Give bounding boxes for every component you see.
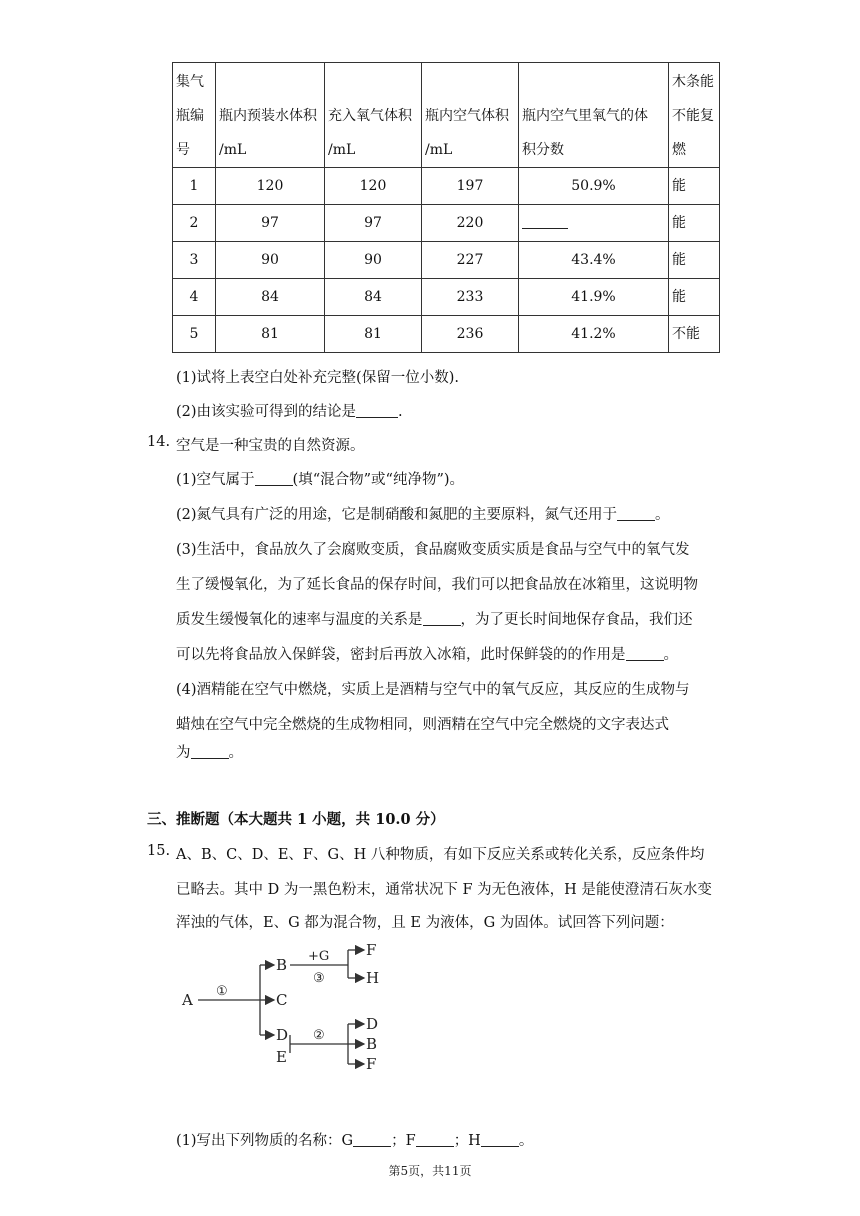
node-b: B [276,956,288,974]
table-cell: 能 [669,242,720,279]
q14-part2 [176,503,670,524]
table-cell: 5 [173,316,216,353]
reaction-label-1: ① [216,984,228,999]
table-cell: 90 [325,242,422,279]
answer-blank[interactable] [626,644,664,661]
answer-blank-line[interactable] [522,210,568,229]
answer-blank[interactable] [353,1130,391,1147]
reaction-label-2: ② [313,1028,325,1043]
node-f2: F [366,1055,377,1073]
q14-part3-line2: 生了缓慢氧化，为了延长食品的保存时间，我们可以把食品放在冰箱里，这说明物 [176,577,698,593]
table-cell: 能 [669,279,720,316]
table-cell: 81 [216,316,325,353]
q15-stem-line2: 已略去。其中 D 为一黑色粉末，通常状况下 F 为无色液体，H 是能使澄清石灰水变 [176,882,712,898]
header-cell-oxygen-volume [325,63,422,168]
header-text: 燃 [672,142,686,158]
reagent-g: +G [308,949,330,964]
q14-part3-line4 [176,643,678,664]
header-text: 瓶内预装水体积 [219,108,317,124]
node-a: A [182,991,193,1009]
table-cell: 3 [173,242,216,279]
answer-blank-cell[interactable] [519,205,669,242]
header-cell-water-volume [216,63,325,168]
q15-part1-text: ；H [453,1133,481,1149]
table-cell: 1 [173,168,216,205]
node-d2: D [366,1015,379,1033]
q15-part1-text: ；F [391,1133,416,1149]
table-header-row [173,63,720,168]
table-cell: 43.4% [519,242,669,279]
table-cell: 90 [216,242,325,279]
answer-blank[interactable] [617,504,655,521]
q14-part2-end: 。 [655,507,670,523]
table-cell: 120 [325,168,422,205]
q15-part1 [176,1129,533,1150]
q14-part3-line3 [176,608,693,629]
table-row [173,205,720,242]
table-cell: 81 [325,316,422,353]
header-text: 号 [176,142,190,158]
table-cell: 233 [422,279,519,316]
header-text: 不能复 [672,108,714,124]
q14-part3-end: 。 [663,647,678,663]
table-row [173,279,720,316]
table-cell: 97 [325,205,422,242]
header-text: 木条能 [672,74,714,90]
table-cell: 不能 [669,316,720,353]
q15-stem-line3: 浑浊的气体，E、G 都为混合物，且 E 为液体，G 为固体。试回答下列问题： [176,915,674,931]
node-f: F [366,941,377,959]
q14-part3-text: ，为了更长时间地保存食品，我们还 [460,612,693,628]
header-text: 集气 [176,74,204,90]
q15-part1-end: 。 [518,1133,534,1149]
node-d: D [276,1026,289,1044]
q14-part4-end: 。 [228,745,243,761]
header-text: /mL [425,142,453,158]
table-cell: 41.9% [519,279,669,316]
q13-part2-text: (2)由该实验可得到的结论是 [176,404,357,420]
header-cell-bottle-number [173,63,216,168]
q13-part2-end: . [398,404,403,420]
header-cell-air-volume [422,63,519,168]
node-b2: B [366,1035,378,1053]
table-cell: 227 [422,242,519,279]
q14-part1-text: (1)空气属于 [176,472,255,488]
header-text: 瓶内空气里氧气的体 [522,108,648,124]
q14-part3-text: 质发生缓慢氧化的速率与温度的关系是 [176,612,423,628]
node-c: C [276,991,288,1009]
q13-part1: (1)试将上表空白处补充完整(保留一位小数). [176,370,459,386]
reaction-label-3: ③ [313,971,325,986]
answer-blank[interactable] [481,1130,519,1147]
table-cell: 能 [669,205,720,242]
page-footer: 第5页，共11页 [388,1164,472,1178]
header-text: 瓶编 [176,108,204,124]
table-cell: 4 [173,279,216,316]
answer-blank[interactable] [191,742,229,759]
reaction-diagram [176,938,416,1083]
header-text: /mL [328,142,356,158]
q14-part3-text: 可以先将食品放入保鲜袋，密封后再放入冰箱，此时保鲜袋的的作用是 [176,647,626,663]
table-cell: 能 [669,168,720,205]
answer-blank[interactable] [356,401,398,418]
section-heading: 三、推断题（本大题共 1 小题，共 10.0 分） [147,811,445,828]
table-cell: 41.2% [519,316,669,353]
q14-stem: 空气是一种宝贵的自然资源。 [176,438,365,454]
table-row [173,168,720,205]
q14-part4-text: 为 [176,745,191,761]
table-cell: 120 [216,168,325,205]
node-h: H [366,969,380,987]
table-cell: 97 [216,205,325,242]
q14-number: 14. [147,434,171,450]
answer-blank[interactable] [255,469,293,486]
table-cell: 236 [422,316,519,353]
q14-part4-line3 [176,741,243,762]
table-cell: 220 [422,205,519,242]
node-e: E [276,1048,287,1066]
q14-part3-line1: (3)生活中，食品放久了会腐败变质，食品腐败变质实质是食品与空气中的氧气发 [176,542,690,558]
table-cell: 84 [325,279,422,316]
q15-part1-text: (1)写出下列物质的名称：G [176,1133,354,1149]
q15-stem-line1: A、B、C、D、E、F、G、H 八种物质，有如下反应关系或转化关系，反应条件均 [176,847,705,863]
header-text: /mL [219,142,247,158]
header-cell-oxygen-fraction [519,63,669,168]
q14-part4-line1: (4)酒精能在空气中燃烧，实质上是酒精与空气中的氧气反应，其反应的生成物与 [176,682,690,698]
table-cell: 197 [422,168,519,205]
answer-blank[interactable] [416,1130,454,1147]
q14-part1-end: (填“混合物”或“纯净物”)。 [292,472,465,488]
table-cell: 2 [173,205,216,242]
q14-part4-line2: 蜡烛在空气中完全燃烧的生成物相同，则酒精在空气中完全燃烧的文字表达式 [176,717,669,733]
experiment-table [172,62,720,353]
table-cell: 50.9% [519,168,669,205]
q13-part2 [176,400,403,421]
header-text: 瓶内空气体积 [425,108,509,124]
q15-number: 15. [147,843,171,859]
header-cell-rekindle [669,63,720,168]
header-text: 充入氧气体积 [328,108,412,124]
table-row [173,242,720,279]
answer-blank[interactable] [423,609,461,626]
table-cell: 84 [216,279,325,316]
table-row [173,316,720,353]
q14-part2-text: (2)氮气具有广泛的用途，它是制硝酸和氮肥的主要原料，氮气还用于 [176,507,618,523]
header-text: 积分数 [522,142,564,158]
q14-part1 [176,468,464,489]
